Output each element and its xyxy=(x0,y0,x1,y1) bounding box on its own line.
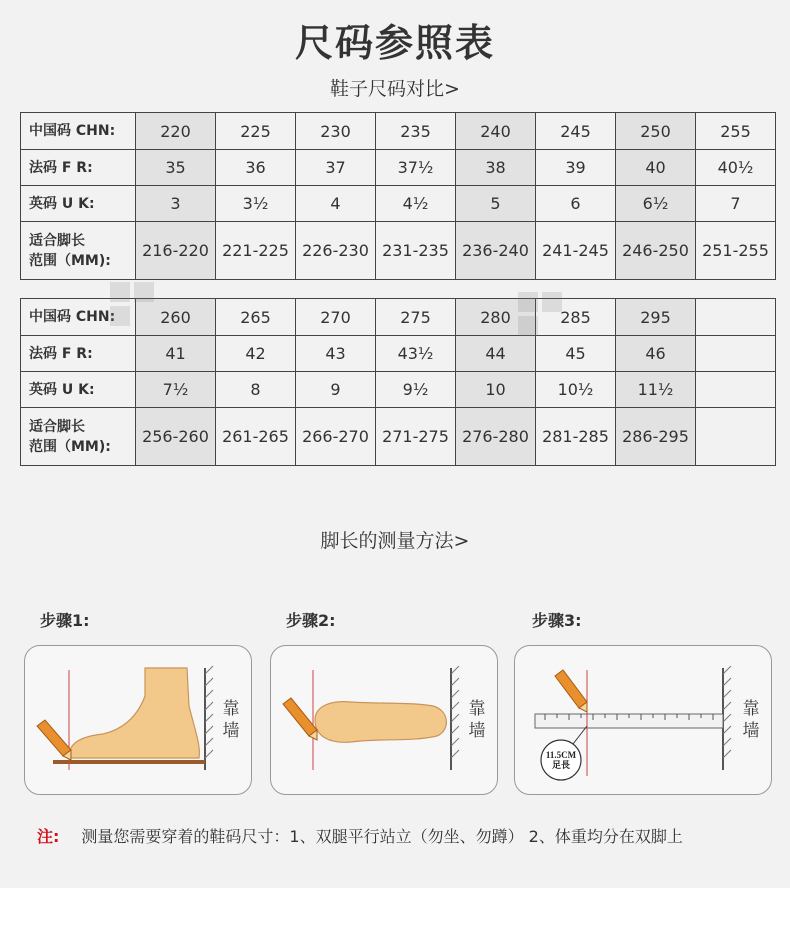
floor-line xyxy=(53,760,205,764)
cell-range-7: 286-295 xyxy=(616,408,696,466)
cell-fr-7: 40 xyxy=(616,150,696,186)
cell-chn-8 xyxy=(696,299,776,336)
cell-uk-5: 10 xyxy=(456,372,536,408)
cell-chn-7: 295 xyxy=(616,299,696,336)
cell-chn-4: 235 xyxy=(376,113,456,150)
page-title: 尺码参照表 xyxy=(294,21,495,65)
row-range xyxy=(21,222,776,280)
measure-subtitle: 脚长的测量方法> xyxy=(320,530,470,552)
cell-fr-2: 36 xyxy=(216,150,296,186)
cell-chn-5: 280 xyxy=(456,299,536,336)
label-range xyxy=(21,408,136,466)
cell-uk-6: 6 xyxy=(536,186,616,222)
pencil-icon xyxy=(555,670,587,712)
wall-icon xyxy=(723,666,731,770)
row-chn xyxy=(21,299,776,336)
cell-uk-2: 3½ xyxy=(216,186,296,222)
wall-label: 靠 墙 xyxy=(222,699,240,741)
cell-chn-7: 250 xyxy=(616,113,696,150)
cell-fr-5: 38 xyxy=(456,150,536,186)
cell-chn-1: 220 xyxy=(136,113,216,150)
cell-range-3: 266-270 xyxy=(296,408,376,466)
step-2-illustration xyxy=(270,645,498,795)
cell-uk-1: 7½ xyxy=(136,372,216,408)
cell-chn-2: 265 xyxy=(216,299,296,336)
cell-range-1: 216-220 xyxy=(136,222,216,280)
row-range xyxy=(21,408,776,466)
label-fr: 法码 F R: xyxy=(21,336,136,372)
wall-icon xyxy=(451,666,459,770)
cell-uk-7: 6½ xyxy=(616,186,696,222)
cell-range-4: 231-235 xyxy=(376,222,456,280)
cell-uk-5: 5 xyxy=(456,186,536,222)
cell-uk-8: 7 xyxy=(696,186,776,222)
cell-range-4: 271-275 xyxy=(376,408,456,466)
wall-label: 靠 墙 xyxy=(742,699,760,741)
size-table-2 xyxy=(20,298,776,466)
row-chn xyxy=(21,113,776,150)
cell-fr-1: 35 xyxy=(136,150,216,186)
cell-chn-3: 230 xyxy=(296,113,376,150)
cell-fr-4: 43½ xyxy=(376,336,456,372)
note-mark: 注: xyxy=(37,827,60,846)
label-uk: 英码 U K: xyxy=(21,186,136,222)
wall-icon xyxy=(205,666,213,770)
measure-number: 11.5CM xyxy=(545,750,577,760)
cell-range-7: 246-250 xyxy=(616,222,696,280)
cell-chn-6: 245 xyxy=(536,113,616,150)
side-foot-icon xyxy=(69,668,199,758)
cell-range-3: 226-230 xyxy=(296,222,376,280)
row-uk xyxy=(21,372,776,408)
cell-fr-7: 46 xyxy=(616,336,696,372)
cell-fr-4: 37½ xyxy=(376,150,456,186)
label-chn: 中国码 CHN: xyxy=(21,299,136,336)
cell-range-2: 221-225 xyxy=(216,222,296,280)
label-uk: 英码 U K: xyxy=(21,372,136,408)
pencil-icon xyxy=(283,698,317,740)
cell-uk-4: 9½ xyxy=(376,372,456,408)
row-fr xyxy=(21,336,776,372)
label-range-line2: 范围（MM): xyxy=(29,438,111,455)
cell-fr-8 xyxy=(696,336,776,372)
step-2-label: 步骤2: xyxy=(286,611,336,630)
cell-chn-4: 275 xyxy=(376,299,456,336)
measure-caption: 足長 xyxy=(551,760,570,770)
cell-uk-2: 8 xyxy=(216,372,296,408)
step-1-illustration xyxy=(24,645,252,795)
cell-range-6: 281-285 xyxy=(536,408,616,466)
cell-range-5: 276-280 xyxy=(456,408,536,466)
cell-fr-3: 37 xyxy=(296,150,376,186)
cell-uk-7: 11½ xyxy=(616,372,696,408)
label-fr: 法码 F R: xyxy=(21,150,136,186)
label-range xyxy=(21,222,136,280)
cell-uk-8 xyxy=(696,372,776,408)
cell-range-8: 251-255 xyxy=(696,222,776,280)
cell-fr-2: 42 xyxy=(216,336,296,372)
ruler-icon xyxy=(535,714,723,728)
cell-chn-6: 285 xyxy=(536,299,616,336)
cell-range-1: 256-260 xyxy=(136,408,216,466)
step-3-label: 步骤3: xyxy=(532,611,582,630)
cell-fr-5: 44 xyxy=(456,336,536,372)
cell-uk-1: 3 xyxy=(136,186,216,222)
row-fr xyxy=(21,150,776,186)
cell-fr-8: 40½ xyxy=(696,150,776,186)
cell-fr-6: 39 xyxy=(536,150,616,186)
cell-chn-8: 255 xyxy=(696,113,776,150)
pencil-icon xyxy=(37,720,71,760)
step-3-illustration xyxy=(514,645,772,795)
note-text: 测量您需要穿着的鞋码尺寸：1、双腿平行站立（勿坐、勿蹲） 2、体重均分在双脚上 xyxy=(81,827,683,846)
measurement-note xyxy=(37,824,683,847)
cell-range-5: 236-240 xyxy=(456,222,536,280)
label-range-line2: 范围（MM): xyxy=(29,252,111,269)
label-range-line1: 适合脚长 xyxy=(29,418,85,435)
wall-label: 靠 墙 xyxy=(468,699,486,741)
cell-range-6: 241-245 xyxy=(536,222,616,280)
top-foot-icon xyxy=(315,702,446,743)
size-table-1 xyxy=(20,112,776,280)
label-range-line1: 适合脚长 xyxy=(29,232,85,249)
cell-fr-6: 45 xyxy=(536,336,616,372)
cell-uk-3: 4 xyxy=(296,186,376,222)
cell-chn-1: 260 xyxy=(136,299,216,336)
cell-range-8 xyxy=(696,408,776,466)
cell-chn-5: 240 xyxy=(456,113,536,150)
cell-chn-3: 270 xyxy=(296,299,376,336)
cell-uk-3: 9 xyxy=(296,372,376,408)
shoe-size-subtitle: 鞋子尺码对比> xyxy=(330,78,460,100)
step-1-label: 步骤1: xyxy=(40,611,90,630)
cell-uk-4: 4½ xyxy=(376,186,456,222)
label-chn: 中国码 CHN: xyxy=(21,113,136,150)
cell-chn-2: 225 xyxy=(216,113,296,150)
cell-range-2: 261-265 xyxy=(216,408,296,466)
cell-fr-3: 43 xyxy=(296,336,376,372)
row-uk xyxy=(21,186,776,222)
measure-value xyxy=(541,750,581,770)
cell-uk-6: 10½ xyxy=(536,372,616,408)
cell-fr-1: 41 xyxy=(136,336,216,372)
